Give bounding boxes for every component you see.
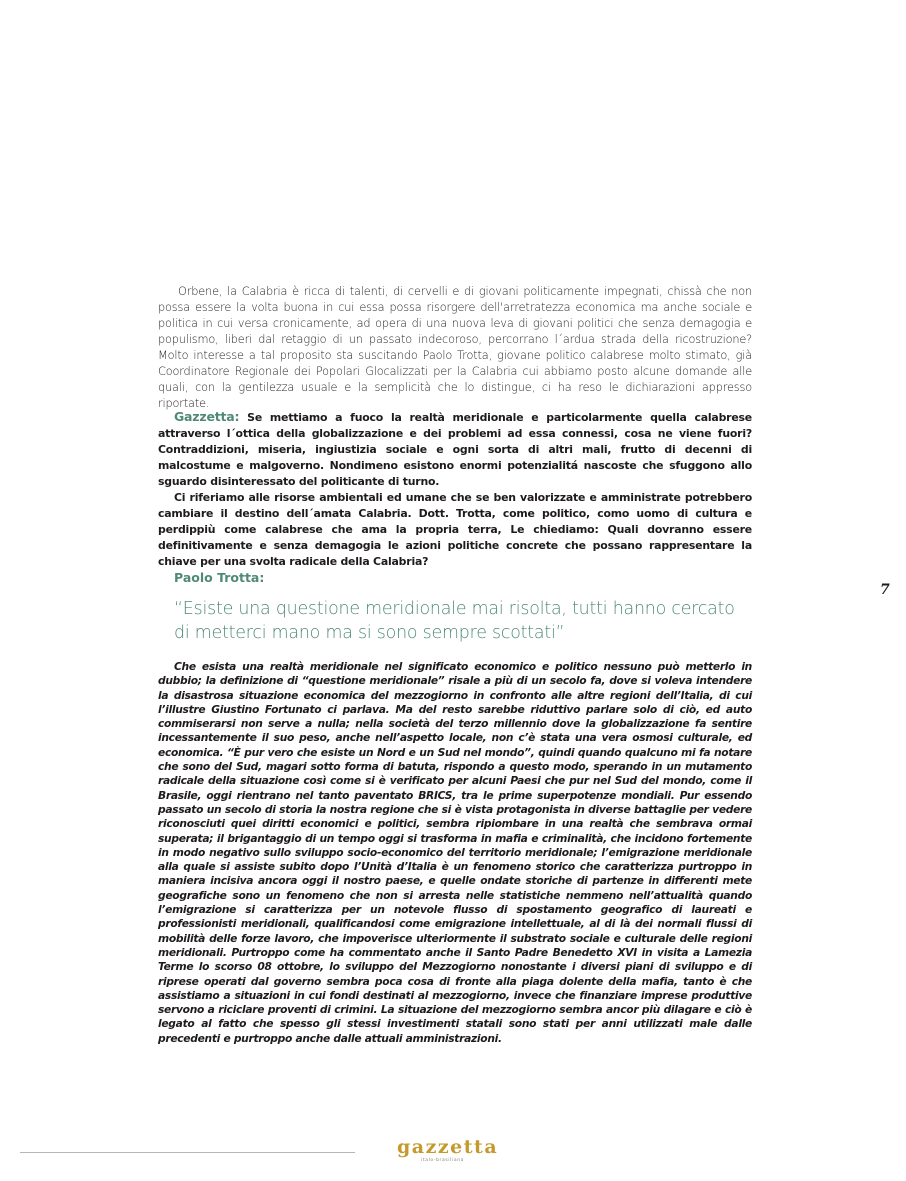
interview-answer bbox=[158, 660, 752, 1046]
interview-question bbox=[158, 409, 752, 570]
pull-quote: “Esiste una questione meridionale mai risolta, tutti hanno cercato di metterci mano ma si sono sempre scottati” bbox=[174, 599, 735, 643]
answer-text: Che esista una realtà meridionale nel significato economico e politico nessuno può metterlo in dubbio; la definizione di “questione meridionale” risale a più di un secolo fa, dove si voleva intendere la disastrosa situazione economica del mezzogiorno in confronto alle altre regioni dell’Italia, di cui l’illustre Giustino Fortunato ci parlava. Ma del resto sarebbe riduttivo parlare solo di ciò, ed auto commiserarsi non serve a nulla; nella società del terzo millennio dove la globalizzazione fa sentire incessantemente il suo peso, anche nell’aspetto locale, non c’è stata una vera osmosi culturale, ed economica. “È pur vero che esiste un Nord e un Sud nel mondo”, quindi quando qualcuno mi fa notare che sono del Sud, magari sotto forma di batuta, rispondo a questo modo, sperando in un mutamento radicale della situazione così come si è verificato per alcuni Paesi che pur nel Sud del mondo, come il Brasile, oggi rientrano nel tanto paventato BRICS, tra le prime superpotenze mondiali. Pur essendo passato un secolo di storia la nostra regione che si è vista protagonista in diverse battaglie per vedere riconosciuti quei diritti economici e politici, sembra ripiombare in una realtà che sembrava ormai superata; il brigantaggio di un tempo oggi si trasforma in mafia e criminalità, che incidono fortemente in modo negativo sullo sviluppo socio-economico del territorio meridionale; l’emigrazione meridionale alla quale si assiste subito dopo l’Unità d’Italia è un fenomeno storico che caratterizza purtroppo in maniera incisiva ancora oggi il nostro paese, e quelle ondate storiche di partenze in differenti mete geografiche sono un fenomeno che non si arresta nelle statistiche nemmeno nell’attualità quando l’emigrazione si caratterizza per un notevole flusso di spostamento geografico di laureati e professionisti meridionali, qualificandosi come emigrazione intellettuale, al di là dei normali flussi di mobilità delle forze lavoro, che impoverisce ulteriormente il substrato sociale e culturale delle regioni meridionali. Purtroppo come ha commentato anche il Santo Padre Benedetto XVI in visita a Lamezia Terme lo scorso 08 ottobre, lo sviluppo del Mezzogiorno nonostante i diversi piani di sviluppo e di riprese operati dal governo sembra poca cosa di fronte alla piaga dolente della mafia, tanto è che assistiamo a situazioni in cui fondi destinati al mezzogiorno, invece che finanziare imprese produttive servono a riciclare proventi di crimini. La situazione del mezzogiorno sembra ancor più dilagare e ciò è legato al fatto che spesso gli stessi investimenti statali sono stati per anni utilizzati male dalle precedenti e purtroppo anche dalle attuali amministrazioni. bbox=[158, 660, 752, 1045]
question-paragraph-2: Ci riferiamo alle risorse ambientali ed umane che se ben valorizzate e amministrate potrebbero cambiare il destino dell´amata Calabria. Dott. Trotta, come politico, como uomo di cultura e perdippiù come calabrese che ama la propria terra, Le chiediamo: Quali dovranno essere definitivamente e senza demagogia le azioni politiche concrete che possano rappresentare la chiave per una svolta radicale della Calabria? bbox=[158, 491, 752, 568]
page-number: 7 bbox=[880, 582, 890, 598]
footer-logo-subtitle: italo-brasiliana bbox=[421, 1158, 465, 1163]
intro-text: Orbene, la Calabria è ricca di talenti, di cervelli e di giovani politicamente impegnati, chissà che non possa essere la volta buona in cui essa possa risorgere dell'arretratezza economica ma anche sociale e politica in cui versa cronicamente, ad opera di una nuova leva di giovani politici che senza demagogia e populismo, liberi dal retaggio di un passato indecoroso, percorrano l´ardua strada della ricostruzione? Molto interesse a tal proposito sta suscitando Paolo Trotta, giovane politico calabrese molto stimato, già Coordinatore Regionale dei Popolari Glocalizzati per la Calabria cui abbiamo posto alcune domande alle quali, con la gentilezza usuale e la semplicità che lo distingue, ci ha reso le dichiarazioni appresso riportate. bbox=[158, 285, 752, 410]
question-lead: Gazzetta: bbox=[174, 409, 240, 424]
question-text-1: Se mettiamo a fuoco la realtà meridionale e particolarmente quella calabrese attraverso l´ottica della globalizzazione e dei problemi ad essa connessi, cosa ne viene fuori? Contraddizioni, miseria, ingiustizia sociale e ogni sorta di altri mali, frutto di decenni di malcostume e malgoverno. Nondimeno esistono enormi potenzialitá nascoste che sfuggono allo sguardo disinteressato del politicante di turno. bbox=[158, 411, 752, 488]
footer-logo bbox=[397, 1136, 513, 1166]
intro-paragraph bbox=[158, 284, 752, 412]
answer-speaker: Paolo Trotta: bbox=[174, 570, 265, 585]
footer-logo-word: gazzetta bbox=[397, 1136, 499, 1158]
question-paragraph-1 bbox=[158, 409, 752, 490]
footer-divider bbox=[20, 1152, 355, 1153]
